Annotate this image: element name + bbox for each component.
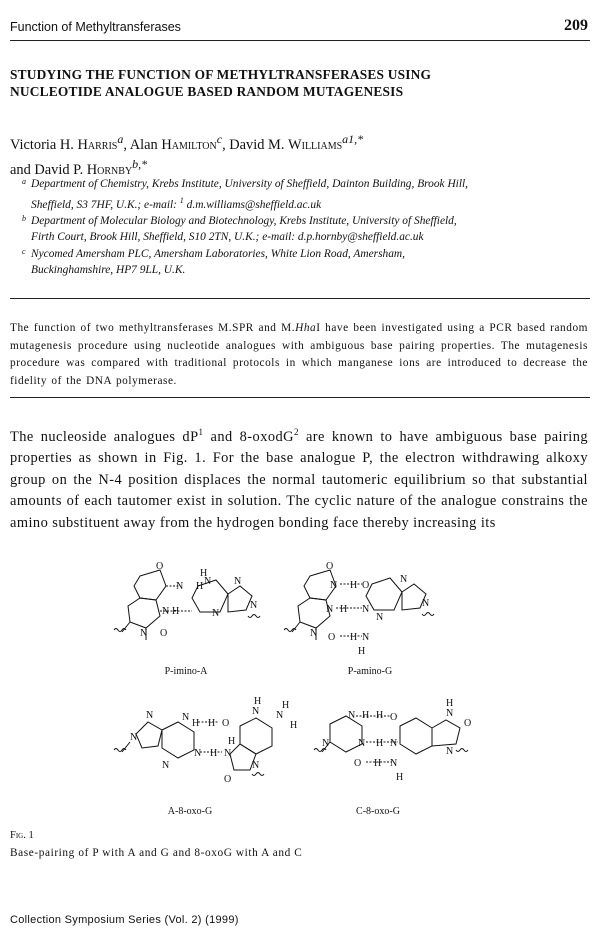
svg-text:N: N xyxy=(140,628,148,639)
svg-text:H: H xyxy=(290,720,298,731)
svg-text:N: N xyxy=(446,708,454,719)
svg-text:N: N xyxy=(252,760,260,771)
affiliations xyxy=(22,176,582,279)
structure-p-amino-g xyxy=(284,561,434,657)
svg-text:N: N xyxy=(348,710,356,721)
svg-text:H: H xyxy=(210,748,218,759)
footer-series: Collection Symposium Series (Vol. 2) (1999) xyxy=(10,914,239,926)
svg-text:N: N xyxy=(330,580,338,591)
svg-text:N: N xyxy=(250,600,258,611)
base-pairing-figure xyxy=(100,556,500,826)
svg-text:N: N xyxy=(362,604,370,615)
label-p-imino-a: P-imino-A xyxy=(164,666,208,677)
svg-text:H: H xyxy=(350,580,358,591)
figure-number: Fig. 1 xyxy=(10,830,34,841)
figure-caption: Base-pairing of P with A and G and 8-oxoG with A and C xyxy=(10,847,303,859)
svg-text:O: O xyxy=(326,561,334,572)
svg-text:O: O xyxy=(362,580,370,591)
header-rule xyxy=(10,40,590,41)
affiliation-a: a Department of Chemistry, Krebs Institute, University of Sheffield, Dainton Building, Brook Hill, Sheffield, S3 7HF, U.K.; e-mail: $^1$ d.m.williams@sheffield.ac.uk xyxy=(22,177,469,211)
svg-text:O: O xyxy=(390,712,398,723)
running-title: Function of Methyltransferases xyxy=(10,20,181,34)
structure-p-imino-a xyxy=(114,561,260,640)
svg-text:N: N xyxy=(446,746,454,757)
abstract: The function of two methyltransferases M.SPR and M.HhaI have been investigated using a PCR based random mutagenesis procedure using nucleotide analogues with ambiguous base pairing properties. The mutagenesis procedure was compared with traditional protocols in which manganese ions are introduced to decrease the fidelity of the DNA polymerase. xyxy=(10,322,588,387)
svg-text:N: N xyxy=(390,758,398,769)
svg-text:H: H xyxy=(254,696,262,707)
svg-text:O: O xyxy=(328,632,336,643)
body-paragraph: The nucleoside analogues $dP^1$ and 8-oxodG$^2$ are known to have ambiguous base pairing properties as shown in Fig. 1. For the base analogue P, the electron withdrawing alkoxy group on the N-4 position displaces the normal tautomeric equilibrium so that substantial amounts of each tautomer exist in solution. The cyclic nature of the analogue constrains the amino substituent away from the hydrogen bonding face thereby increasing its xyxy=(10,427,588,531)
label-a-8-oxo-g: A-8-oxo-G xyxy=(167,806,213,817)
article-title xyxy=(10,66,580,100)
structure-c-8-oxo-g xyxy=(314,698,471,783)
author-hornby: and David P. Hornby$^{b,*}$ xyxy=(10,156,148,178)
structure-a-8-oxo-g xyxy=(114,696,297,785)
svg-text:N: N xyxy=(130,732,138,743)
affiliation-c: c Nycomed Amersham PLC, Amersham Laboratories, White Lion Road, Amersham, Buckinghamshire, HP7 9LL, U.K. xyxy=(22,246,405,277)
svg-text:N: N xyxy=(194,748,202,759)
svg-text:N: N xyxy=(276,710,284,721)
svg-text:H: H xyxy=(228,736,236,747)
svg-text:N: N xyxy=(182,712,190,723)
svg-text:H: H xyxy=(376,710,384,721)
svg-text:O: O xyxy=(224,774,232,785)
svg-text:N: N xyxy=(322,738,330,749)
svg-text:H: H xyxy=(376,738,384,749)
svg-text:H: H xyxy=(282,700,290,711)
svg-text:H: H xyxy=(446,698,454,709)
svg-text:H: H xyxy=(196,581,204,592)
svg-text:N: N xyxy=(376,612,384,623)
svg-text:H: H xyxy=(374,758,382,769)
svg-text:O: O xyxy=(464,718,472,729)
svg-text:N: N xyxy=(400,574,408,585)
svg-text:N: N xyxy=(358,738,366,749)
page-number: 209 xyxy=(564,17,588,34)
svg-text:O: O xyxy=(354,758,362,769)
svg-text:N: N xyxy=(390,738,398,749)
svg-text:H: H xyxy=(362,710,370,721)
author-hamilton: Alan Hamilton$^c$ xyxy=(129,132,223,153)
svg-text:N: N xyxy=(252,706,260,717)
svg-text:N: N xyxy=(234,576,242,587)
svg-text:H: H xyxy=(350,632,358,643)
title-line-1: STUDYING THE FUNCTION OF METHYLTRANSFERASES USING xyxy=(10,67,432,82)
svg-text:N: N xyxy=(326,604,334,615)
svg-text:H: H xyxy=(172,606,180,617)
svg-text:N: N xyxy=(162,760,170,771)
label-p-amino-g: P-amino-G xyxy=(347,666,393,677)
svg-text:N: N xyxy=(162,606,170,617)
svg-text:H: H xyxy=(200,568,208,579)
svg-text:N: N xyxy=(310,628,318,639)
abstract-bottom-rule xyxy=(10,397,590,398)
svg-text:N: N xyxy=(204,576,212,587)
svg-text:O: O xyxy=(156,561,164,572)
svg-text:N: N xyxy=(422,598,430,609)
label-c-8-oxo-g: C-8-oxo-G xyxy=(356,806,400,817)
author-williams: David M. Williams$^{a1,*}$ xyxy=(229,132,364,153)
svg-text:N: N xyxy=(362,632,370,643)
svg-text:H: H xyxy=(358,646,366,657)
svg-text:H: H xyxy=(340,604,348,615)
author-list: Victoria H. Harris$^a$, Alan Hamilton$^c$, David M. Williams$^{a1,*}$ and David P. Hornby$^{b,*}$ xyxy=(10,132,364,178)
svg-text:H: H xyxy=(208,718,216,729)
svg-text:N: N xyxy=(176,581,184,592)
svg-text:N: N xyxy=(224,748,232,759)
title-line-2: NUCLEOTIDE ANALOGUE BASED RANDOM MUTAGENESIS xyxy=(10,84,404,99)
svg-text:H: H xyxy=(192,718,200,729)
affiliation-b: b Department of Molecular Biology and Biotechnology, Krebs Institute, University of Sheffield, Firth Court, Brook Hill, Sheffield, S10 2TN, U.K.; e-mail: d.p.hornby@sheffield.ac.uk xyxy=(22,213,457,244)
svg-text:N: N xyxy=(212,608,220,619)
author-harris: Victoria H. Harris$^a$ xyxy=(10,132,124,153)
svg-text:O: O xyxy=(160,628,168,639)
abstract-top-rule xyxy=(10,298,590,299)
svg-text:O: O xyxy=(222,718,230,729)
svg-text:N: N xyxy=(146,710,154,721)
svg-text:H: H xyxy=(396,772,404,783)
